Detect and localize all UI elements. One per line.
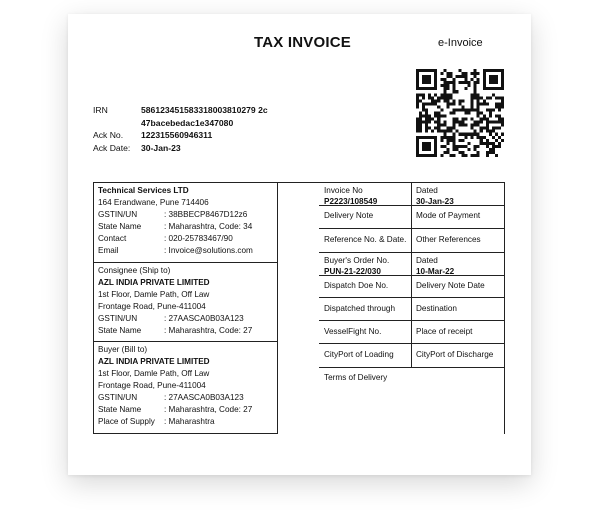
grid-line — [319, 367, 505, 368]
consignee-gstin: : 27AASCA0B03A123 — [164, 314, 244, 323]
city-port-discharge: CityPort of Discharge — [416, 350, 494, 359]
dated2-value: 10-Mar-22 — [416, 267, 455, 276]
seller-state: : Maharashtra, Code: 34 — [164, 222, 253, 231]
seller-contact-label: Contact — [98, 234, 127, 243]
qr-code-image — [416, 69, 504, 157]
ack-date-label: Ack Date: — [93, 142, 131, 153]
grid-top-line — [278, 182, 505, 183]
seller-contact: : 020-25783467/90 — [164, 234, 233, 243]
dated2-cell — [412, 253, 454, 277]
terms-of-delivery: Terms of Delivery — [324, 373, 388, 382]
consignee-addr1: 1st Floor, Damle Path, Off Law — [98, 290, 210, 299]
seller-email: : Invoice@solutions.com — [164, 246, 253, 255]
e-invoice-label: e-Invoice — [438, 37, 483, 49]
delivery-note-date: Delivery Note Date — [416, 281, 485, 290]
consignee-heading: Consignee (Ship to) — [98, 266, 171, 275]
seller-address: 164 Erandwane, Pune 714406 — [98, 198, 209, 207]
grid-line — [319, 228, 505, 229]
grid-right-vline — [504, 182, 505, 434]
buyers-order-cell — [320, 253, 389, 277]
consignee-state: : Maharashtra, Code: 27 — [164, 326, 253, 335]
buyer-heading: Buyer (Bill to) — [98, 345, 148, 354]
grid-line — [319, 343, 505, 344]
reference-no: Reference No. & Date. — [324, 235, 407, 244]
seller-email-label: Email — [98, 246, 119, 255]
buyer-gstin: : 27AASCA0B03A123 — [164, 393, 244, 402]
irn-label: IRN — [93, 105, 108, 115]
city-port-loading: CityPort of Loading — [324, 350, 394, 359]
consignee-addr2: Frontage Road, Pune-411004 — [98, 302, 206, 311]
invoice-no-value: P2223/108549 — [324, 197, 378, 206]
consignee-state-label: State Name — [98, 326, 142, 335]
ack-no-value: 122315560946311 — [141, 130, 213, 140]
document-title: TAX INVOICE — [254, 34, 351, 51]
consignee-gstin-label: GSTIN/UN — [98, 314, 138, 323]
destination: Destination — [416, 304, 457, 313]
buyers-order-value: PUN-21-22/030 — [324, 267, 381, 276]
mode-of-payment: Mode of Payment — [416, 211, 481, 220]
buyer-pos-label: Place of Supply — [98, 417, 155, 426]
seller-box — [93, 182, 278, 263]
seller-gstin-label: GSTIN/UN — [98, 210, 138, 219]
grid-line — [319, 320, 505, 321]
irn-block — [93, 104, 268, 154]
irn-row-2 — [93, 117, 268, 130]
ack-no-label: Ack No. — [93, 130, 124, 140]
ack-date-row — [93, 142, 268, 155]
vessel-flight-no: VesselFight No. — [324, 327, 382, 336]
consignee-box — [93, 262, 278, 342]
seller-name: Technical Services LTD — [98, 186, 189, 195]
grid-line — [319, 297, 505, 298]
irn-value-line2: 47bacebedac1e347080 — [141, 117, 234, 128]
seller-state-label: State Name — [98, 222, 142, 231]
irn-row — [93, 104, 268, 117]
buyer-state: : Maharashtra, Code: 27 — [164, 405, 253, 414]
dated2-label: Dated — [416, 256, 438, 265]
ack-no-row — [93, 129, 268, 142]
buyer-state-label: State Name — [98, 405, 142, 414]
buyers-order-label: Buyer's Order No. — [324, 256, 390, 265]
dispatched-through: Dispatched through — [324, 304, 396, 313]
invoice-no-cell — [320, 183, 377, 207]
buyer-pos: : Maharashtra — [164, 417, 215, 426]
delivery-note: Delivery Note — [324, 211, 374, 220]
buyer-box — [93, 341, 278, 434]
place-of-receipt: Place of receipt — [416, 327, 473, 336]
invoice-no-label: Invoice No — [324, 186, 363, 195]
dated-value: 30-Jan-23 — [416, 197, 454, 206]
seller-gstin: : 38BBECP8467D12z6 — [164, 210, 248, 219]
dated-cell — [412, 183, 454, 207]
buyer-addr1: 1st Floor, Damle Path, Off Law — [98, 369, 210, 378]
buyer-addr2: Frontage Road, Pune-411004 — [98, 381, 206, 390]
irn-value-line1: 586123451583318003810279 2c — [141, 105, 268, 115]
consignee-name: AZL INDIA PRIVATE LIMITED — [98, 278, 210, 287]
buyer-gstin-label: GSTIN/UN — [98, 393, 138, 402]
dispatch-doc: Dispatch Doe No. — [324, 281, 389, 290]
other-references: Other References — [416, 235, 481, 244]
dated-label: Dated — [416, 186, 438, 195]
buyer-name: AZL INDIA PRIVATE LIMITED — [98, 357, 210, 366]
ack-date-value: 30-Jan-23 — [141, 142, 181, 153]
